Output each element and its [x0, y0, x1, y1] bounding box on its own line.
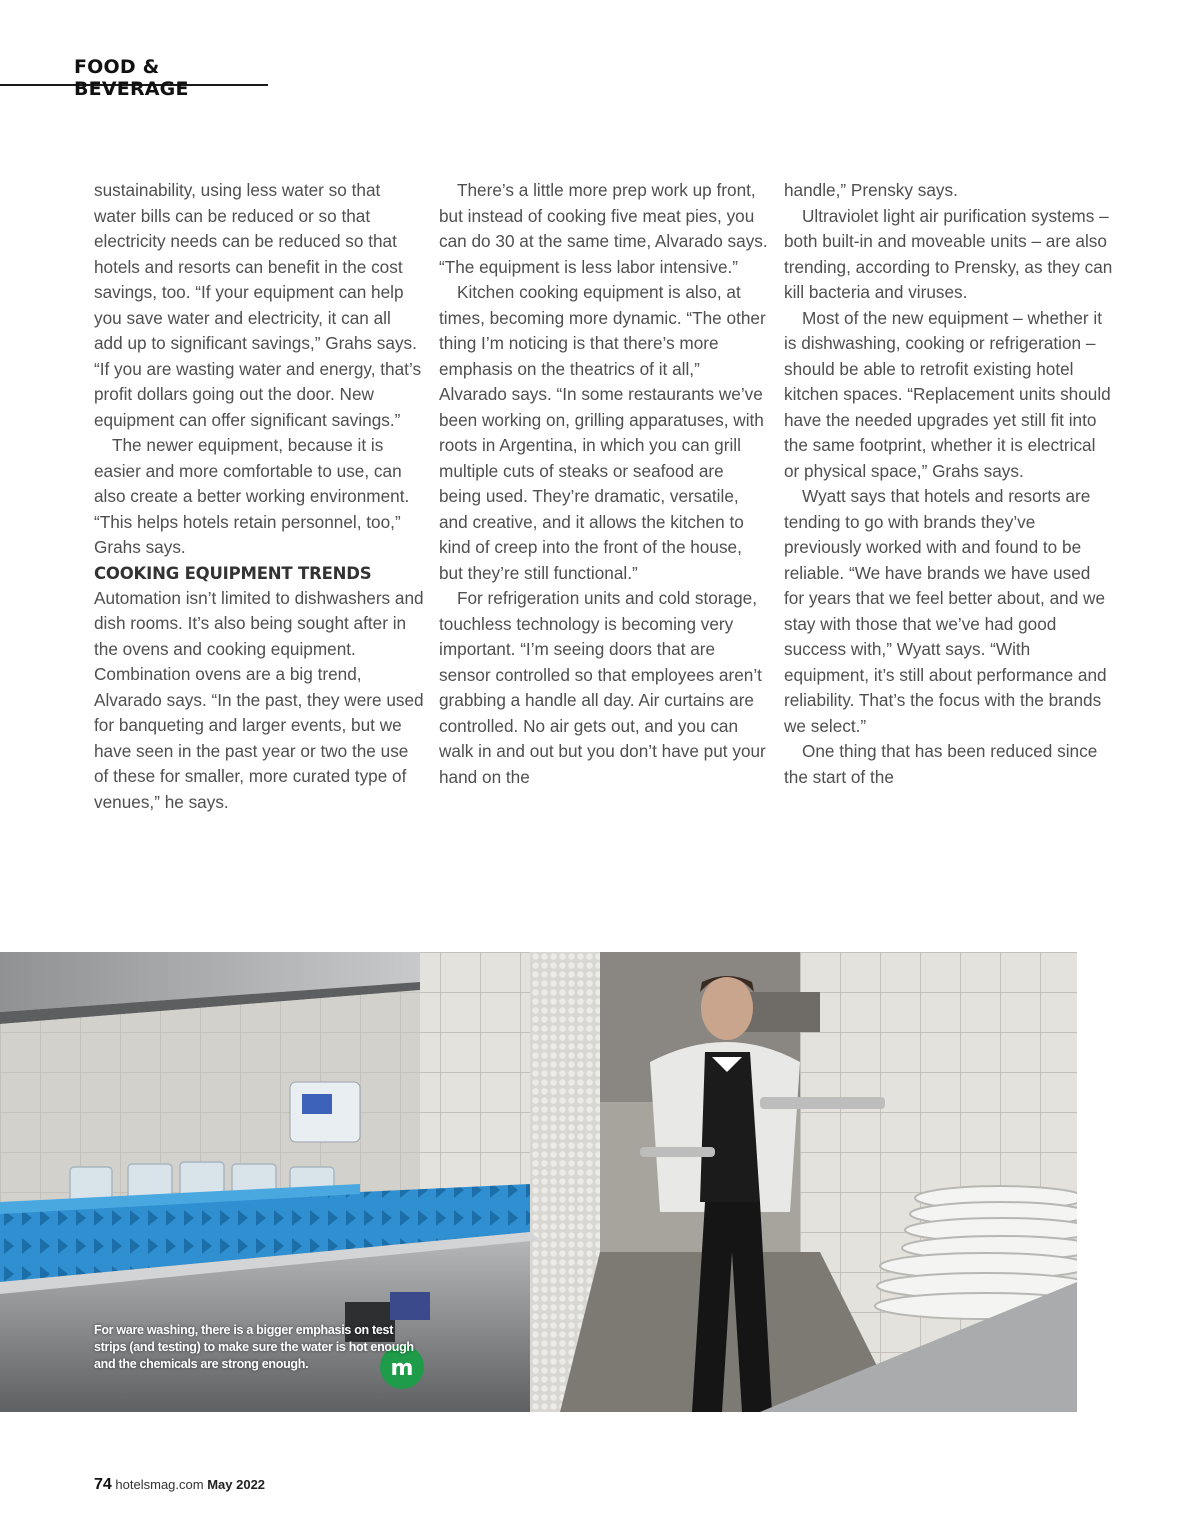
photo-caption: For ware washing, there is a bigger emphasis on test strips (and testing) to make sure the water is hot enough and the chemicals are strong enough.	[94, 1323, 414, 1371]
page-number: 74	[94, 1476, 112, 1493]
article-column-3	[784, 178, 1114, 790]
paragraph: Most of the new equipment – whether it is dishwashing, cooking or refrigeration – should be able to retrofit existing hotel kitchen spaces. “Replacement units should have the needed upgrades yet still fit into the same footprint, whether it is electrical or physical space,” Grahs says.	[784, 307, 1111, 481]
paragraph: Kitchen cooking equipment is also, at times, becoming more dynamic. “The other thing I’m noticing is that there’s more emphasis on the theatrics of it all,” Alvarado says. “In some restaurants we’ve been working on, grilling apparatuses, with roots in Argentina, in which you can grill multiple cuts of steaks or seafood are being used. They’re dramatic, versatile, and creative, and it allows the kitchen to kind of creep into the front of the house, but they’re still functional.”	[439, 282, 766, 583]
section-title: FOOD & BEVERAGE	[74, 56, 189, 100]
paragraph: sustainability, using less water so that water bills can be reduced or so that electricity needs can be reduced so that hotels and resorts can benefit in the cost savings, too. “If your equipment can help you save water and electricity, it can all add up to significant savings,” Grahs says. “If you are wasting water and energy, that’s profit dollars going out the door. New equipment can offer significant savings.”	[94, 180, 422, 430]
section-header	[0, 56, 268, 100]
paragraph: There’s a little more prep work up front, but instead of cooking five meat pies, you can do 30 at the same time, Alvarado says. “The equipment is less labor intensive.”	[439, 180, 768, 277]
site-name: hotelsmag.com	[115, 1477, 204, 1492]
paragraph: The newer equipment, because it is easier and more comfortable to use, can also create a better working environment. “This helps hotels retain personnel, too,” Grahs says.	[94, 435, 410, 557]
paragraph: Wyatt says that hotels and resorts are tending to go with brands they’ve previously worked with and found to be reliable. “We have brands we have used for years that we feel better about, and we stay with those that we’ve had good success with,” Wyatt says. “With equipment, it’s still about performance and reliability. That’s the focus with the brands we select.”	[784, 486, 1107, 736]
paragraph: For refrigeration units and cold storage, touchless technology is becoming very important. “I’m seeing doors that are sensor controlled so that employees aren’t grabbing a handle all day. Air curtains are controlled. No air gets out, and you can walk in and out but you don’t have put your hand on the	[439, 588, 766, 787]
article-column-2	[439, 178, 769, 790]
paragraph: Ultraviolet light air purification systems – both built-in and moveable units – are also trending, according to Prensky, as they can kill bacteria and viruses.	[784, 205, 1113, 302]
subheading: COOKING EQUIPMENT TRENDS	[94, 563, 372, 583]
brand-logo-letter: m	[390, 1356, 414, 1381]
paragraph: Automation isn’t limited to dishwashers and dish rooms. It’s also being sought after in the ovens and cooking equipment. Combination ovens are a big trend, Alvarado says. “In the past, they were used for banqueting and larger events, but we have seen in the past year or two the use of these for smaller, more curated type of venues,” he says.	[94, 587, 424, 812]
paragraph: handle,” Prensky says.	[784, 180, 958, 200]
issue-date: May 2022	[207, 1477, 266, 1492]
page-footer	[94, 1476, 265, 1494]
paragraph: One thing that has been reduced since the start of the	[784, 741, 1098, 787]
article-column-1	[94, 178, 424, 815]
